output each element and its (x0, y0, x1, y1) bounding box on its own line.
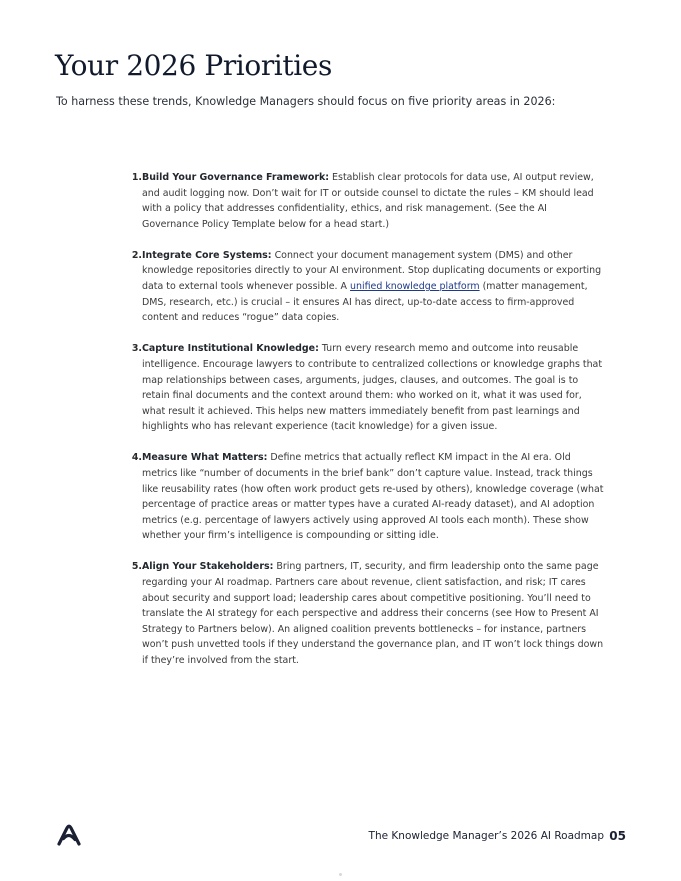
priority-heading: Build Your Governance Framework: (142, 172, 330, 183)
priority-body (142, 341, 606, 435)
priority-body (142, 559, 606, 668)
priority-body (142, 170, 606, 232)
footer-document-title: The Knowledge Manager’s 2026 AI Roadmap (368, 830, 604, 842)
priority-body (142, 450, 606, 544)
priority-text: Bring partners, IT, security, and firm leadership onto the same page regarding your AI roadmap. Partners care about revenue, client satisfaction, and risk; IT cares about security and support load; leadership cares about competitive positioning. You’ll need to translate the AI strategy for each perspective and address their concerns (see How to Present AI Strategy to Partners below). An aligned coalition prevents bottlenecks – for instance, partners won’t push unvetted tools if they understand the governance plan, and IT won’t lock things down if they’re involved from the start. (142, 561, 604, 667)
priority-text-continued: (matter management, DMS, research, etc.) is crucial – it ensures AI has direct, up-to-date access to firm-approved content and reduces “rogue” data copies. (142, 281, 588, 324)
priority-number: 2. (131, 249, 142, 261)
priority-number: 4. (131, 452, 142, 464)
unified-knowledge-platform-link[interactable]: unified knowledge platform (350, 281, 480, 293)
priority-number: 3. (131, 343, 142, 355)
page-number: 05 (609, 829, 626, 843)
priority-text: Connect your document management system (DMS) and other knowledge repositories directly to your AI environment. Stop duplicating documents or exporting data to external tools whenever possible. A (142, 249, 602, 293)
priority-body (142, 248, 606, 326)
priority-heading: Measure What Matters: (142, 452, 268, 464)
priority-text: Establish clear protocols for data use, AI output review, and audit logging now. Don’t wait for IT or outside counsel to dictate the rules – KM should lead with a policy that addresses confidentiality, ethics, and risk management. (See the AI Governance Policy Template below for a head start.) (142, 172, 594, 230)
brand-logo-icon (56, 823, 82, 847)
priority-item (126, 248, 606, 326)
priority-heading: Integrate Core Systems: (142, 249, 272, 261)
priority-number: 5. (131, 561, 142, 573)
priority-item (126, 559, 606, 668)
priority-heading: Align Your Stakeholders: (142, 561, 274, 573)
intro-paragraph: To harness these trends, Knowledge Managers should focus on five priority areas in 2026: (56, 95, 556, 108)
priority-heading: Capture Institutional Knowledge: (142, 343, 319, 355)
priority-item (126, 170, 606, 232)
priority-item (126, 341, 606, 435)
priority-number: 1. (131, 172, 142, 183)
priority-list (126, 170, 606, 684)
priority-text: Define metrics that actually reflect KM impact in the AI era. Old metrics like “number of documents in the brief bank” don’t capture value. Instead, track things like reusability rates (how often work product gets re-used by others), knowledge coverage (what percentage of practice areas or matter types have a curated AI-ready dataset), and AI adoption metrics (e.g. percentage of lawyers actively using approved AI tools each month). These show whether your firm’s intelligence is compounding or sitting idle. (142, 452, 604, 542)
priority-text: Turn every research memo and outcome into reusable intelligence. Encourage lawyers to contribute to centralized collections or knowledge graphs that map relationships between cases, arguments, judges, clauses, and outcomes. The goal is to retain final documents and the context around them: who worked on it, what it was used for, what result it achieved. This helps new matters immediately benefit from past learnings and highlights who has relevant experience (tacit knowledge) for a given issue. (142, 343, 603, 433)
page-indicator-dot (339, 873, 342, 876)
priority-item (126, 450, 606, 544)
page-title: Your 2026 Priorities (55, 49, 332, 82)
